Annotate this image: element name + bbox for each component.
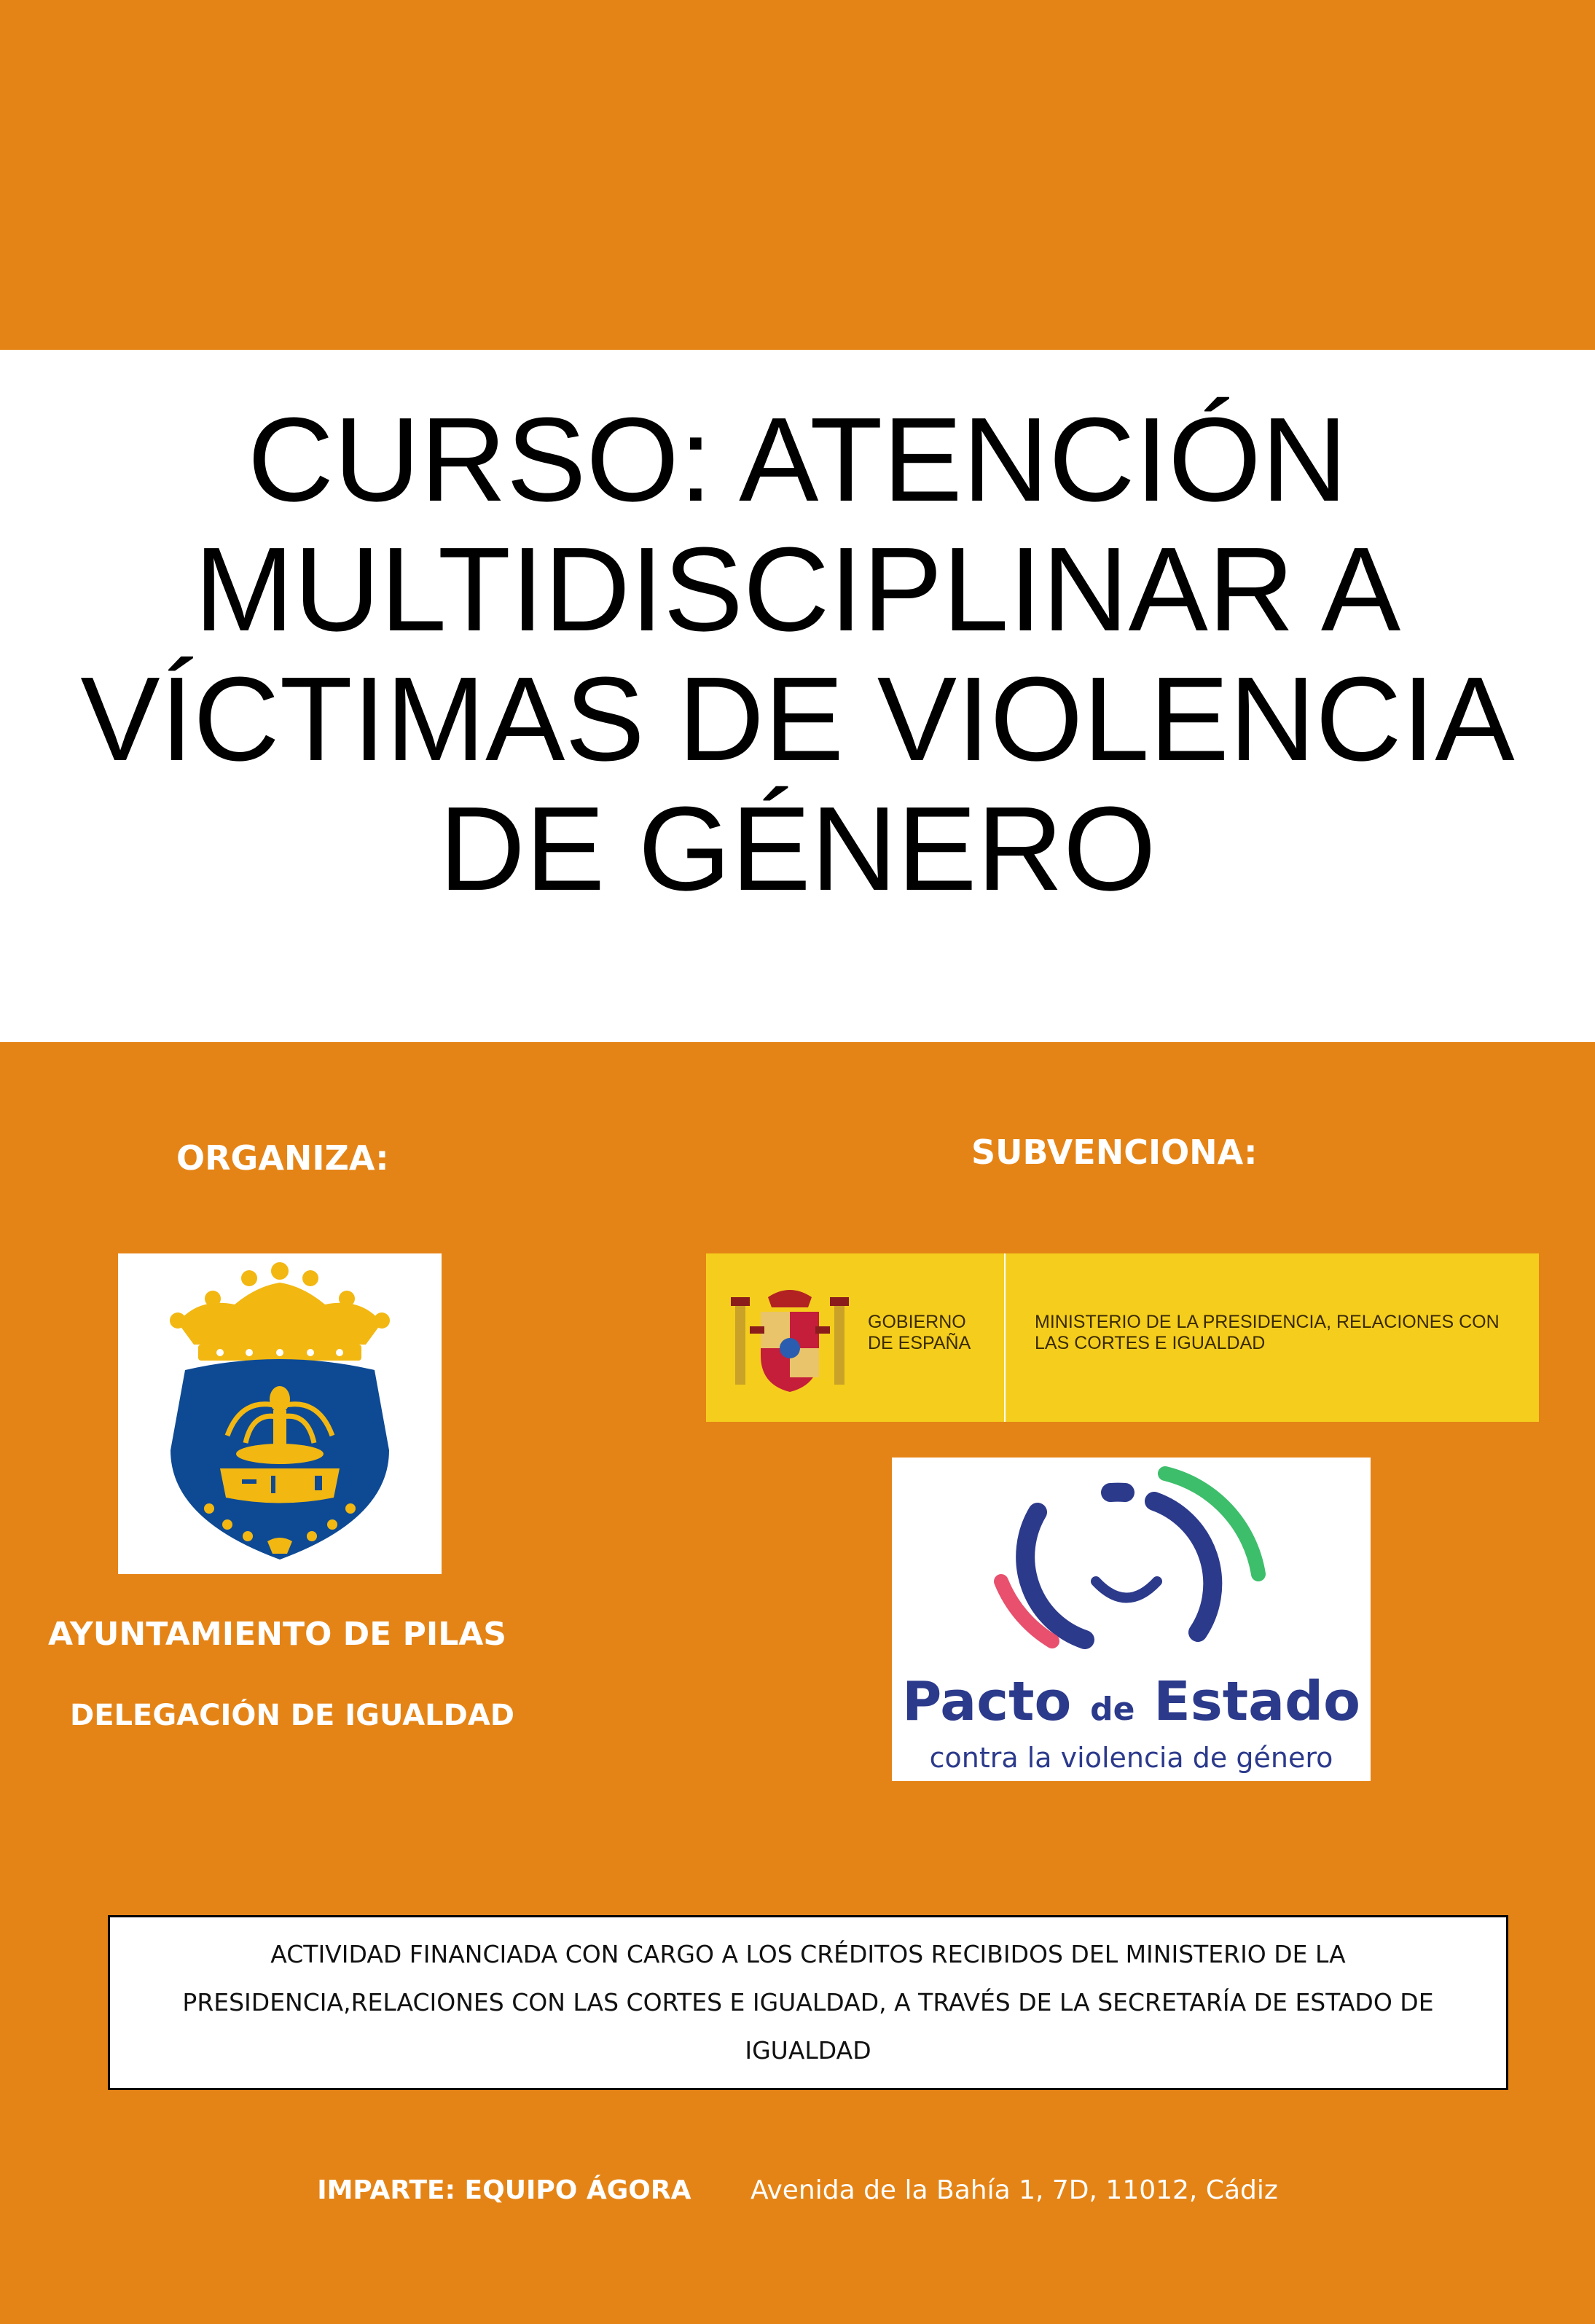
ayuntamiento-name: AYUNTAMIENTO DE PILAS (48, 1616, 506, 1653)
delegacion-name: DELEGACIÓN DE IGUALDAD (70, 1699, 514, 1729)
gobierno-espana-text: GOBIERNO DE ESPAÑA (868, 1312, 971, 1353)
footer (0, 2175, 1595, 2205)
title-section (0, 350, 1595, 1042)
gobierno-ministerio-logo (706, 1253, 1539, 1422)
pacto-de-estado-logo (892, 1458, 1371, 1781)
pilas-coat-of-arms-logo (118, 1253, 442, 1574)
pilas-shield-icon (118, 1253, 442, 1574)
address-text: Avenida de la Bahía 1, 7D, 11012, Cádiz (750, 2175, 1278, 2205)
pacto-de-estado-text (892, 1670, 1371, 1733)
top-orange-band (0, 0, 1595, 350)
subvenciona-label: SUBVENCIONA: (971, 1132, 1258, 1172)
course-title: CURSO: ATENCIÓN MULTIDISCIPLINAR A VÍCTIMAS DE VIOLENCIA DE GÉNERO (80, 393, 1515, 915)
organiza-label: ORGANIZA: (176, 1138, 389, 1178)
estado-word: Estado (1153, 1670, 1360, 1733)
funding-notice-box (108, 1915, 1508, 2090)
de-word: de (1090, 1691, 1135, 1728)
pacto-word: Pacto (902, 1670, 1072, 1733)
pacto-subtitle: contra la violencia de género (929, 1742, 1333, 1774)
funding-notice-text: ACTIVIDAD FINANCIADA CON CARGO A LOS CRÉDITOS RECIBIDOS DEL MINISTERIO DE LA PRESIDENCIA,RELACIONES CON LAS CORTES E IGUALDAD, A TRAVÉS DE LA SECRETARÍA DE ESTADO DE IGUALDAD (182, 1940, 1434, 2065)
ministerio-text: MINISTERIO DE LA PRESIDENCIA, RELACIONES CON LAS CORTES E IGUALDAD (1035, 1312, 1500, 1353)
pacto-smile-icon (892, 1458, 1371, 1676)
imparte-text: IMPARTE: EQUIPO ÁGORA (317, 2175, 691, 2205)
gov-separator (1004, 1253, 1006, 1422)
bottom-orange-band (0, 1042, 1595, 2324)
spain-coat-of-arms-icon (728, 1283, 852, 1399)
